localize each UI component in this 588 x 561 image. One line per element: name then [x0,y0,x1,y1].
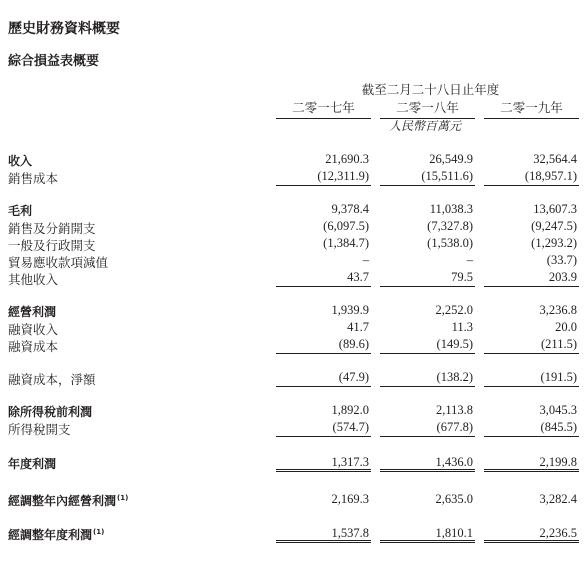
row-label: 經調整年度利潤$^{(1)}$ [8,528,105,542]
table-row [0,455,588,473]
value-2018: 11,038.3 [429,202,473,216]
row-label: 收入 [8,154,33,168]
unit-label: 人民幣百萬元 [388,119,461,133]
table-row [0,370,588,388]
value-2019: 32,564.4 [533,152,577,166]
table-row [0,236,588,254]
row-label: 經調整年內經營利潤$^{(1)}$ [8,494,129,508]
table-row [0,337,588,355]
table-row [0,403,588,421]
value-2018: (1,538.0) [427,236,473,250]
row-label: 其他收入 [8,272,59,287]
value-2017: (574.7) [276,420,371,437]
row-label: 除所得稅前利潤 [8,405,93,419]
value-2018: 2,113.8 [435,403,473,417]
value-2017: 41.7 [347,320,369,334]
value-2017: (89.6) [276,337,371,354]
value-2017: 2,169.3 [331,492,369,506]
table-title: 綜合損益表概要 [8,54,100,69]
value-2019: 2,199.8 [484,455,579,472]
value-2017: 1,892.0 [331,403,369,417]
row-label: 融資成本 [8,339,59,354]
value-2018: 2,252.0 [435,303,473,317]
value-2019: (9,247.5) [531,219,577,233]
period-header: 截至二月二十八日止年度 [361,82,500,97]
year-header-2019: 二零一九年 [484,98,579,119]
value-2018: (149.5) [380,337,475,354]
value-2018: 11.3 [451,320,473,334]
value-2019: (33.7) [546,253,577,267]
year-header-2018: 二零一八年 [380,98,475,119]
table-row [0,270,588,288]
row-label: 一般及行政開支 [8,238,96,253]
value-2018: (138.2) [380,370,475,387]
value-2017: 1,939.9 [331,303,369,317]
value-2018: 2,635.0 [435,492,473,506]
value-2018: 79.5 [380,270,475,287]
value-2018: 1,436.0 [380,455,475,472]
value-2017: 1,537.8 [276,526,371,543]
table-row [0,420,588,438]
value-2017: 9,378.4 [331,202,369,216]
value-2017: (1,384.7) [323,236,369,250]
value-2019: 2,236.5 [484,526,579,543]
value-2017: 43.7 [276,270,371,287]
value-2017: 21,690.3 [325,152,369,166]
value-2019: 3,282.4 [539,492,577,506]
year-header-2017: 二零一七年 [276,98,371,119]
row-label: 年度利潤 [8,457,57,471]
value-2018: (7,327.8) [427,219,473,233]
row-label: 貿易應收款項減值 [8,255,109,270]
table-row [0,169,588,187]
value-2019: (211.5) [484,337,579,354]
value-2018: – [466,253,473,267]
table-row [0,202,588,220]
table-row [0,303,588,321]
value-2019: (845.5) [484,420,579,437]
table-row [0,219,588,237]
value-2018: 1,810.1 [380,526,475,543]
row-label: 銷售成本 [8,171,59,186]
value-2019: 3,236.8 [539,303,577,317]
row-label: 銷售及分銷開支 [8,221,96,236]
value-2017: (6,097.5) [323,219,369,233]
row-label: 所得稅開支 [8,422,71,437]
value-2019: 203.9 [484,270,579,287]
value-2017: 1,317.3 [276,455,371,472]
table-row [0,320,588,338]
footnote-marker: (1) [117,494,129,502]
row-label: 毛利 [8,204,33,218]
table-row [0,492,588,510]
footnote-marker: (1) [93,528,105,536]
value-2019: (191.5) [484,370,579,387]
row-label: 經營利潤 [8,305,57,319]
value-2019: (1,293.2) [531,236,577,250]
value-2017: (47.9) [276,370,371,387]
row-label: 融資成本，淨額 [8,372,96,387]
value-2019: 20.0 [555,320,577,334]
value-2017: (12,311.9) [276,169,371,186]
value-2017: – [362,253,369,267]
section-title: 歷史財務資料概要 [8,21,120,37]
row-label: 融資收入 [8,322,59,337]
value-2018: 26,549.9 [429,152,473,166]
table-row [0,253,588,271]
value-2019: 13,607.3 [533,202,577,216]
value-2018: (677.8) [380,420,475,437]
table-row [0,152,588,170]
table-row [0,526,588,544]
value-2019: 3,045.3 [539,403,577,417]
value-2019: (18,957.1) [484,169,579,186]
value-2018: (15,511.6) [380,169,475,186]
